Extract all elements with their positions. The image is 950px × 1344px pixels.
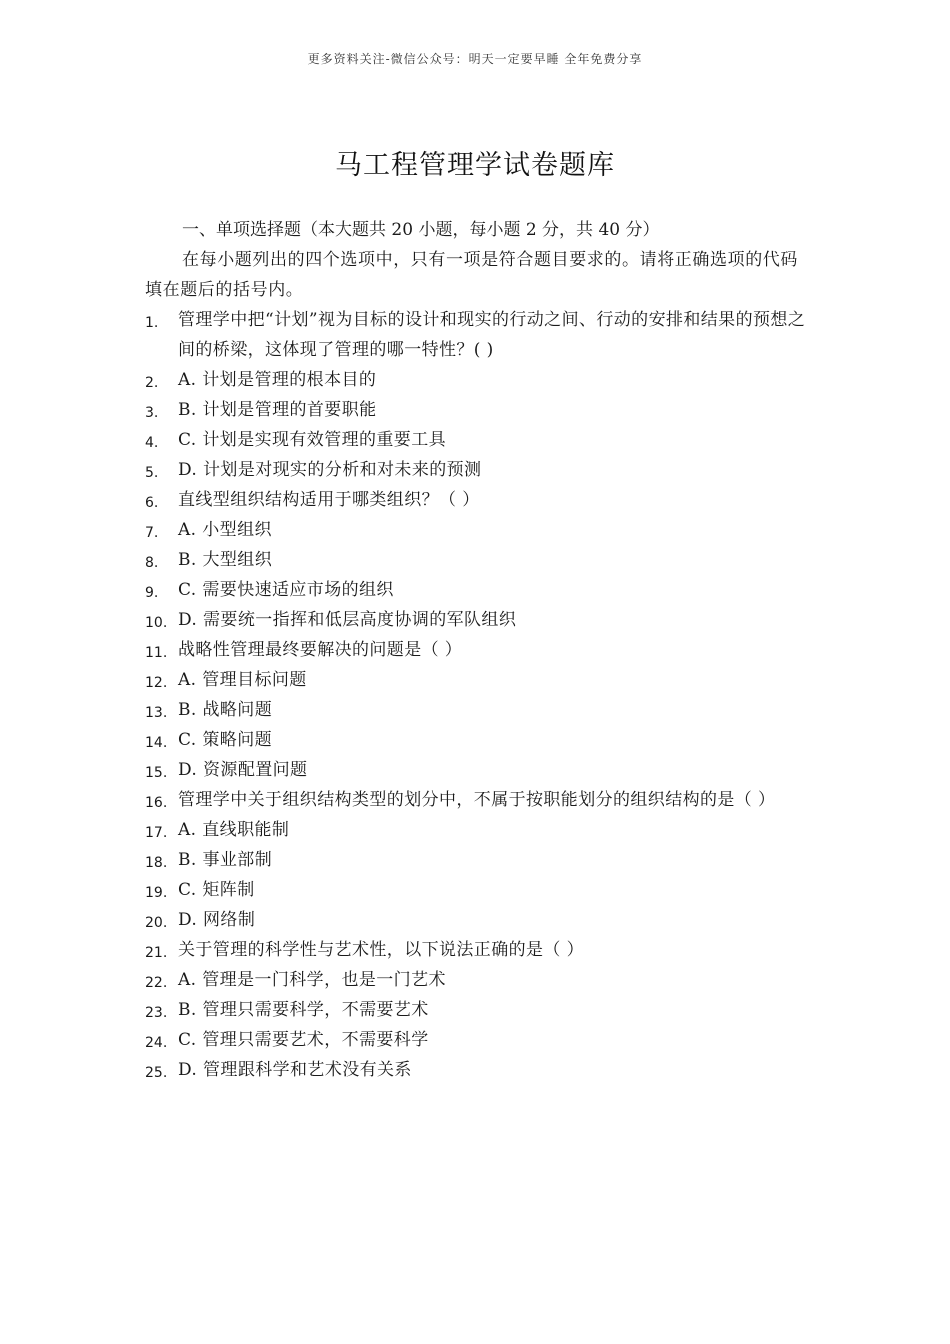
- list-item: [145, 845, 810, 875]
- list-item: [145, 1055, 810, 1085]
- list-item: [145, 905, 810, 935]
- list-item-number: 21.: [145, 945, 168, 961]
- list-item-number: 6.: [145, 495, 159, 511]
- list-item-text: D. 管理跟科学和艺术没有关系: [178, 1060, 412, 1080]
- list-item-text: B. 管理只需要科学，不需要艺术: [178, 1000, 429, 1020]
- list-item-number: 23.: [145, 1005, 168, 1021]
- list-item-number: 1.: [145, 315, 159, 331]
- section-heading: 一、单项选择题（本大题共 20 小题，每小题 2 分，共 40 分）: [182, 220, 660, 240]
- list-item-number: 2.: [145, 375, 159, 391]
- list-item: [145, 545, 810, 575]
- list-item-number: 15.: [145, 765, 168, 781]
- page-title: 马工程管理学试卷题库: [335, 150, 615, 181]
- list-item-number: 4.: [145, 435, 159, 451]
- list-item: [145, 665, 810, 695]
- list-item-number: 3.: [145, 405, 159, 421]
- list-item-text: C. 计划是实现有效管理的重要工具: [178, 430, 447, 450]
- list-item-number: 5.: [145, 465, 159, 481]
- list-item-text: A. 直线职能制: [178, 820, 290, 840]
- list-item: [145, 605, 810, 635]
- list-item-number: 19.: [145, 885, 168, 901]
- list-item: [145, 935, 810, 965]
- list-item-text: A. 计划是管理的根本目的: [178, 370, 377, 390]
- list-item-text: A. 小型组织: [178, 520, 272, 540]
- list-item: [145, 755, 810, 785]
- list-item-number: 8.: [145, 555, 159, 571]
- list-item-number: 25.: [145, 1065, 168, 1081]
- list-item: [145, 305, 810, 365]
- list-item-text: C. 管理只需要艺术，不需要科学: [178, 1030, 429, 1050]
- list-item: [145, 815, 810, 845]
- list-item-text: B. 战略问题: [178, 700, 273, 720]
- list-item-text: D. 资源配置问题: [178, 760, 308, 780]
- list-item-text: B. 事业部制: [178, 850, 273, 870]
- list-item-number: 16.: [145, 795, 168, 811]
- list-item: [145, 455, 810, 485]
- list-item: [145, 875, 810, 905]
- list-item-number: 7.: [145, 525, 159, 541]
- list-item-text: 战略性管理最终要解决的问题是（ ）: [178, 640, 463, 660]
- exam-content: [145, 215, 810, 1085]
- list-item-number: 18.: [145, 855, 168, 871]
- list-item-text: B. 计划是管理的首要职能: [178, 400, 377, 420]
- list-item-text: B. 大型组织: [178, 550, 273, 570]
- list-item-text: A. 管理目标问题: [178, 670, 307, 690]
- list-item: [145, 1025, 810, 1055]
- list-item-text: 直线型组织结构适用于哪类组织？（ ）: [178, 490, 480, 510]
- list-item: [145, 515, 810, 545]
- list-item-text: D. 计划是对现实的分析和对未来的预测: [178, 460, 482, 480]
- list-item: [145, 995, 810, 1025]
- list-item: [145, 635, 810, 665]
- list-item-number: 13.: [145, 705, 168, 721]
- list-item-text: C. 需要快速适应市场的组织: [178, 580, 394, 600]
- list-item: [145, 575, 810, 605]
- list-item-text: D. 网络制: [178, 910, 256, 930]
- list-item: [145, 965, 810, 995]
- list-item-text: A. 管理是一门科学，也是一门艺术: [178, 970, 446, 990]
- list-item: [145, 425, 810, 455]
- list-item-text: 管理学中把“计划”视为目标的设计和现实的行动之间、行动的安排和结果的预想之间的桥梁，这体现了管理的哪一特性？( ): [178, 310, 806, 360]
- list-item: [145, 785, 810, 815]
- list-item-number: 17.: [145, 825, 168, 841]
- list-item-number: 22.: [145, 975, 168, 991]
- list-item: [145, 365, 810, 395]
- list-item-text: 管理学中关于组织结构类型的划分中，不属于按职能划分的组织结构的是（ ）: [178, 790, 776, 810]
- question-list: [145, 305, 810, 1085]
- list-item-number: 12.: [145, 675, 168, 691]
- list-item-text: D. 需要统一指挥和低层高度协调的军队组织: [178, 610, 517, 630]
- list-item-number: 20.: [145, 915, 168, 931]
- list-item-number: 14.: [145, 735, 168, 751]
- list-item-number: 9.: [145, 585, 159, 601]
- list-item-number: 24.: [145, 1035, 168, 1051]
- list-item-text: C. 策略问题: [178, 730, 273, 750]
- list-item-text: C. 矩阵制: [178, 880, 255, 900]
- list-item: [145, 725, 810, 755]
- list-item: [145, 485, 810, 515]
- list-item-number: 11.: [145, 645, 168, 661]
- instruction-text: 在每小题列出的四个选项中，只有一项是符合题目要求的。请将正确选项的代码填在题后的括号内。: [145, 250, 798, 300]
- list-item: [145, 395, 810, 425]
- header-note: 更多资料关注-微信公众号：明天一定要早睡 全年免费分享: [307, 52, 643, 66]
- list-item-number: 10.: [145, 615, 168, 631]
- list-item: [145, 695, 810, 725]
- list-item-text: 关于管理的科学性与艺术性，以下说法正确的是（ ）: [178, 940, 585, 960]
